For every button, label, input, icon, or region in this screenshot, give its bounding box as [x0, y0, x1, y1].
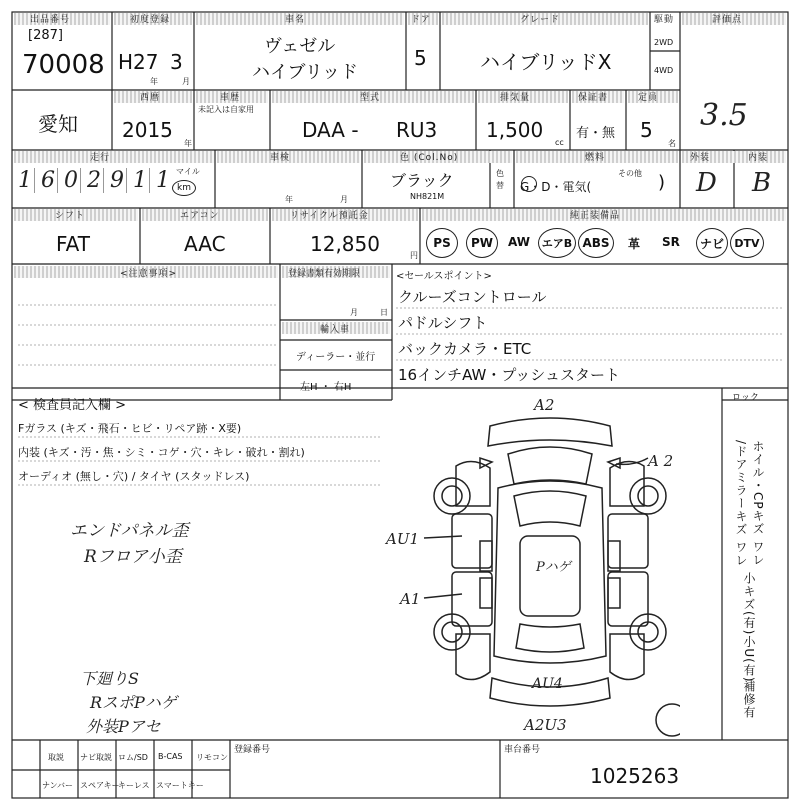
hand-note: エンドパネル歪 — [70, 521, 189, 541]
model-prefix: DAA - — [302, 118, 359, 142]
mileage-digit: 2 — [85, 168, 104, 193]
mileage-unit: km — [172, 180, 196, 196]
score-value: 3.5 — [700, 98, 748, 133]
color-change: 色替 — [496, 169, 504, 190]
mileage-digit: 1 — [16, 168, 35, 193]
footer-navi-manual: ナビ取説 — [80, 753, 112, 762]
mileage-label: 走行 — [90, 153, 111, 163]
footer-number: ナンバー — [42, 781, 74, 790]
equipment-leather: 革 — [628, 237, 641, 251]
color-code: NH821M — [410, 192, 445, 201]
side-note: ホイル・CPキズ ワレ — [751, 440, 765, 567]
car-name-line1: ヴェゼル — [264, 36, 336, 57]
shift-label: シフト — [55, 211, 86, 221]
hand-note-lower: 外装Pアセ — [86, 717, 161, 736]
damage-mark-roof: Pハゲ — [536, 560, 571, 575]
year-suffix: 年 — [184, 139, 192, 148]
lock-label: ロック — [732, 393, 759, 403]
cc-unit: cc — [555, 138, 564, 147]
model-label: 型式 — [360, 93, 381, 103]
recycle-value: 12,850 — [310, 232, 380, 256]
footer-smart-key: スマートキー — [156, 781, 204, 790]
footer-remote: リモコン — [196, 753, 228, 762]
mileage-unit-top: マイル — [176, 167, 200, 176]
yen-unit: 円 — [410, 251, 418, 260]
history-label: 車歴 — [220, 93, 241, 103]
model-code: RU3 — [396, 118, 438, 142]
lot-number: 70008 — [22, 50, 105, 80]
displacement-value: 1,500 — [486, 118, 544, 142]
vin-value: 1025263 — [590, 764, 680, 788]
score-label: 評価点 — [712, 15, 743, 25]
first-reg-era: H27 — [118, 50, 159, 74]
drive-2wd: 2WD — [654, 38, 674, 47]
aircon-value: AAC — [184, 232, 226, 256]
grade-value: ハイブリッドX — [480, 50, 612, 74]
inspection-month: 月 — [340, 195, 348, 204]
exterior-label: 外装 — [690, 153, 711, 163]
inspection-year: 年 — [285, 195, 293, 204]
mileage-digit: 1 — [156, 168, 170, 193]
interior-grade: B — [752, 168, 772, 198]
car-damage-diagram — [380, 396, 680, 741]
footer-spare-key: スペアキー — [80, 781, 120, 790]
footer-keyless: キーレス — [118, 781, 150, 790]
dealer-options: ディーラー・並行 — [296, 352, 376, 363]
damage-mark-au1: AU1 — [386, 530, 420, 548]
sales-point: パドルシフト — [398, 314, 488, 332]
lot-small: [287] — [28, 28, 63, 43]
inspector-title: < 検査員記入欄 > — [18, 398, 127, 413]
drive-4wd: 4WD — [654, 66, 674, 75]
mileage-digits — [16, 168, 172, 193]
footer-manual: 取説 — [48, 753, 64, 762]
history-note: 未記入は自家用 — [198, 105, 254, 114]
first-reg-month: 3 — [170, 50, 183, 74]
door-count: 5 — [414, 46, 427, 70]
damage-mark-au4: AU4 — [532, 676, 563, 692]
capacity-suffix: 名 — [668, 139, 676, 148]
equipment-dtv: DTV — [730, 228, 764, 258]
footer-bcas: B-CAS — [158, 752, 183, 761]
exhibit-label: 出品番号 — [30, 15, 71, 25]
reg-number-label: 登録番号 — [234, 745, 271, 755]
first-reg-label: 初度登録 — [130, 15, 171, 25]
equipment-aw: AW — [508, 235, 530, 249]
mileage-digit: 9 — [108, 168, 127, 193]
car-name-label: 車名 — [285, 15, 306, 25]
reg-expiry-day: 日 — [380, 308, 388, 317]
handle-options: 左H ・ 右H — [300, 382, 352, 393]
damage-mark-front: A2 — [534, 396, 555, 414]
inspection-label: 車検 — [270, 153, 291, 163]
sales-label: <セールスポイント> — [396, 271, 492, 282]
capacity-label: 定員 — [638, 93, 659, 103]
color-name: ブラック — [390, 171, 454, 190]
displacement-label: 排気量 — [500, 93, 531, 103]
fuel-label: 燃料 — [585, 153, 606, 163]
car-name-line2: ハイブリッド — [252, 62, 359, 83]
sales-point: 16インチAW・プッシュスタート — [398, 366, 621, 384]
equipment-airbag: エアB — [538, 228, 576, 258]
damage-mark-fender: A 2 — [648, 452, 674, 470]
vin-label: 車台番号 — [504, 745, 541, 755]
hand-note-lower: RスポPハゲ — [90, 693, 177, 712]
fuel-selected-mark — [521, 176, 537, 192]
fuel-options: G・D・電気( — [520, 180, 592, 194]
fglass-line: Fガラス (キズ・飛石・ヒビ・リペア跡・X要) — [18, 422, 242, 435]
caution-label: <注意事項> — [120, 269, 178, 279]
month-char: 月 — [182, 77, 190, 86]
equipment-sr: SR — [662, 235, 680, 249]
warranty-value: 有・無 — [576, 126, 616, 141]
capacity-value: 5 — [640, 118, 653, 142]
reg-expiry-label: 登録書類有効期限 — [288, 269, 361, 279]
equipment-pw: PW — [466, 228, 498, 258]
interior-label: 内装 — [748, 153, 769, 163]
sales-point: クルーズコントロール — [398, 288, 547, 306]
mileage-digit: 0 — [62, 168, 81, 193]
equipment-abs: ABS — [578, 228, 614, 258]
mileage-digit: 1 — [131, 168, 150, 193]
damage-mark-a1: A1 — [400, 590, 421, 608]
mileage-digit: 6 — [39, 168, 58, 193]
equipment-navi: ナビ — [696, 228, 728, 258]
sales-point: バックカメラ・ETC — [398, 340, 532, 358]
hand-note-lower: 下廻りS — [80, 669, 139, 688]
side-note: 小キズ(有)小U(有) — [742, 572, 756, 683]
door-label: ドア — [411, 15, 431, 25]
audio-line: オーディオ (無し・穴) / タイヤ (スタッドレス) — [18, 470, 250, 483]
aircon-label: エアコン — [180, 211, 220, 221]
drive-label: 駆動 — [654, 15, 675, 25]
interior-line: 内装 (キズ・汚・焦・シミ・コゲ・穴・キレ・破れ・割れ) — [18, 446, 305, 459]
year-label: 西暦 — [140, 93, 161, 103]
side-note: 補修有 — [742, 680, 756, 719]
import-label: 輸入車 — [320, 325, 351, 335]
color-label: 色 (Col.No) — [400, 153, 459, 163]
equipment-label: 純正装備品 — [570, 211, 621, 221]
fuel-other: その他 — [618, 169, 642, 178]
recycle-label: リサイクル預託金 — [290, 211, 369, 221]
year-char: 年 — [150, 77, 158, 86]
region: 愛知 — [38, 112, 78, 136]
reg-expiry-month: 月 — [350, 308, 358, 317]
damage-mark-rear: A2U3 — [524, 716, 567, 734]
fuel-close: ) — [658, 172, 666, 193]
model-year: 2015 — [122, 118, 173, 142]
footer-rom-sd: ロム/SD — [118, 753, 148, 762]
hand-note: Rフロア小歪 — [84, 547, 182, 567]
warranty-label: 保証書 — [578, 93, 609, 103]
side-note: /ドアミラーキズ ワレ — [734, 440, 748, 567]
shift-value: FAT — [56, 232, 91, 256]
grade-label: グレード — [520, 15, 561, 25]
equipment-ps: PS — [426, 228, 458, 258]
exterior-grade: D — [696, 168, 717, 198]
